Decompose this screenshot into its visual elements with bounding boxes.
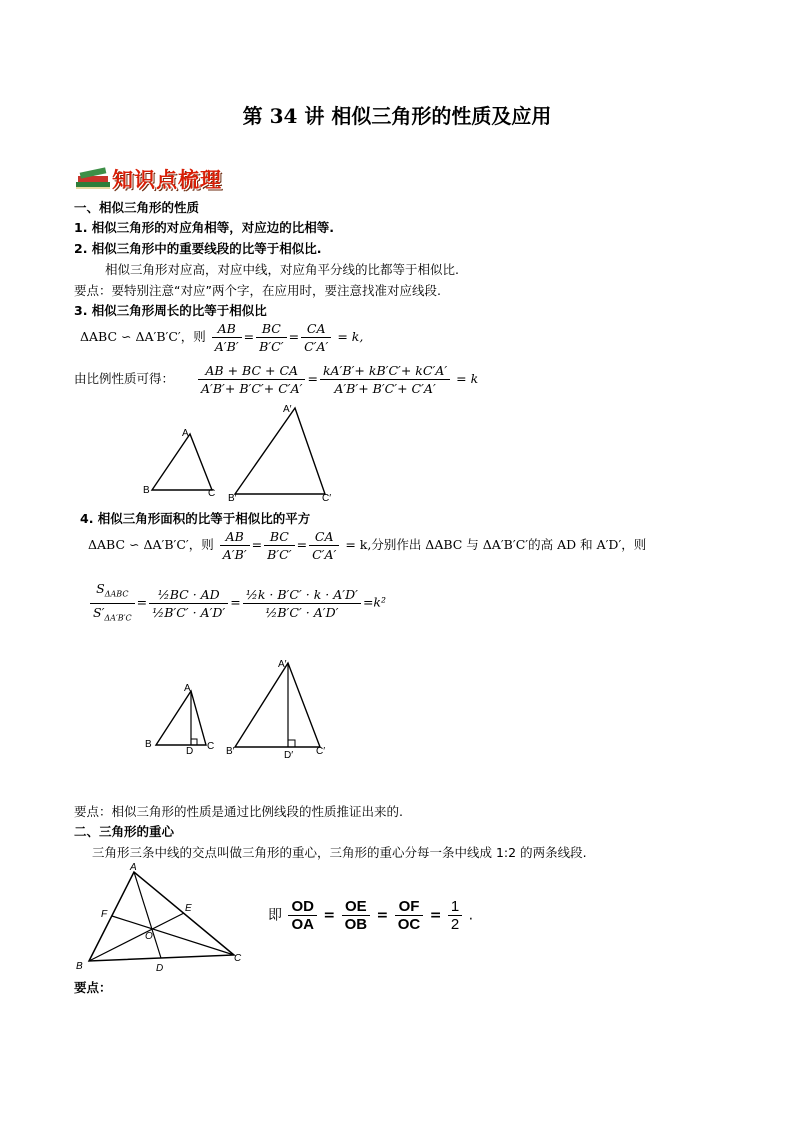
fraction: $\frac{BC}{B'C'}$	[256, 320, 286, 355]
label-O: O	[145, 931, 153, 942]
fraction: $\frac{kA'B'+ kB'C'+ kC'A'}{A'B'+ B'C'+ C'A'}$	[320, 362, 450, 397]
label-C: C	[208, 488, 216, 499]
fraction: $\frac{\text{½k · B′C′ · k · A′D′}}{\text{½B′C′ · A′D′}}$	[243, 586, 361, 621]
fraction: $\frac{OD}{OA}$	[288, 898, 317, 933]
label-B: B	[145, 739, 152, 750]
fraction: $\frac{CA}{C'A'}$	[301, 320, 331, 355]
fraction: $\frac{1}{2}$	[448, 898, 462, 933]
formula-perimeter: 由比例性质可得： $\frac{AB + BC + CA}{A'B'+ B'C'+ C'A'}$ = $\frac{kA'B'+ kB'C'+ kC'A'}{A'B'+ B'C'+ C'A'}$ = k	[74, 363, 479, 396]
label-A1: A′	[278, 659, 287, 670]
fraction: $\frac{AB}{A'B'}$	[212, 320, 242, 355]
page-title: 第 34 讲 相似三角形的性质及应用	[242, 104, 552, 128]
label-A: A	[182, 428, 189, 439]
fraction: $\frac{AB}{A'B'}$	[220, 528, 250, 563]
label-D1: D′	[284, 750, 294, 761]
area-fraction: $\frac{S_{\Delta ABC}}{S'_{\Delta A'B'C}}$	[90, 580, 135, 626]
formula-tail: = k,分别作出 ΔABC 与 ΔA′B′C′的高 AD 和 A′D′，则	[345, 537, 647, 552]
formula-prefix: ΔABC ∽ ΔA′B′C′，则	[88, 537, 214, 552]
label-D: D	[156, 963, 164, 974]
formula-prefix: 由比例性质可得：	[74, 371, 175, 386]
label-D: D	[186, 746, 194, 757]
label-A: A	[130, 862, 137, 873]
formula-tail: = k,	[337, 329, 364, 344]
fraction: $\frac{CA}{C'A'}$	[309, 528, 339, 563]
label-B1: B′	[228, 493, 237, 504]
property-2-detail: 相似三角形对应高，对应中线，对应角平分线的比都等于相似比.	[105, 262, 459, 277]
similar-triangles-figure	[140, 400, 350, 505]
section-heading-2: 二、三角形的重心	[74, 824, 175, 839]
label-E: E	[185, 903, 192, 914]
formula-prefix: ΔABC ∽ ΔA′B′C′，则	[80, 329, 206, 344]
label-C1: C′	[322, 493, 332, 504]
badge-label: 知识点梳理	[112, 168, 222, 192]
label-B: B	[76, 961, 83, 972]
label-A1: A′	[283, 404, 292, 415]
formula-tail: =k²	[362, 594, 386, 610]
label-F: F	[101, 909, 108, 920]
books-icon	[74, 162, 114, 192]
section-heading-1: 一、相似三角形的性质	[74, 200, 200, 215]
note-1: 要点：要特别注意“对应”两个字，在应用时，要注意找准对应线段.	[74, 283, 441, 298]
label-A: A	[184, 683, 191, 694]
fraction: $\frac{\text{½BC · AD}}{\text{½B′C′ · A′D′}}$	[149, 586, 228, 621]
formula-ratio: ΔABC ∽ ΔA′B′C′，则 $\frac{AB}{A'B'}$ = $\frac{BC}{B'C'}$ = $\frac{CA}{C'A'}$ = k,	[80, 321, 364, 354]
fraction: $\frac{BC}{B'C'}$	[264, 528, 294, 563]
property-3: 3. 相似三角形周长的比等于相似比	[74, 303, 267, 318]
equation-prefix: 即	[268, 907, 282, 924]
note-3: 要点：	[74, 980, 112, 995]
label-C1: C′	[316, 746, 326, 757]
centroid-description: 三角形三条中线的交点叫做三角形的重心，三角形的重心分每一条中线成 1:2 的两条线段.	[92, 845, 587, 860]
altitude-triangles-figure	[140, 655, 350, 763]
property-4: 4. 相似三角形面积的比等于相似比的平方	[80, 511, 311, 526]
formula-tail: = k	[456, 371, 479, 386]
label-C: C	[207, 741, 215, 752]
property-1: 1. 相似三角形的对应角相等，对应边的比相等.	[74, 220, 335, 235]
property-2: 2. 相似三角形中的重要线段的比等于相似比.	[74, 241, 322, 256]
label-B: B	[143, 485, 150, 496]
fraction: $\frac{OE}{OB}$	[342, 898, 371, 933]
fraction: $\frac{AB + BC + CA}{A'B'+ B'C'+ C'A'}$	[198, 362, 305, 397]
fraction: $\frac{OF}{OC}$	[395, 898, 424, 933]
note-2: 要点：相似三角形的性质是通过比例线段的性质推证出来的.	[74, 804, 403, 819]
label-B1: B′	[226, 746, 235, 757]
equation-end: .	[468, 907, 474, 924]
centroid-figure	[72, 860, 252, 975]
formula-area: $\frac{S_{\Delta ABC}}{S'_{\Delta A'B'C}}$ = $\frac{\text{½BC · AD}}{\text{½B′C′ · A′D′}}$ = $\frac{\text{½k · B′C′ · k · A′D′}}{\text{½B′C′ · A′D′}}$ =k²	[88, 580, 386, 626]
formula-area-ratio: ΔABC ∽ ΔA′B′C′，则 $\frac{AB}{A'B'}$ = $\frac{BC}{B'C'}$ = $\frac{CA}{C'A'}$ = k,分别作出 ΔABC 与 ΔA′B′C′的高 AD 和 A′D′，则	[88, 529, 647, 562]
centroid-equation: 即 $\frac{OD}{OA}$ = $\frac{OE}{OB}$ = $\frac{OF}{OC}$ = $\frac{1}{2}$ .	[268, 898, 474, 933]
section-badge	[74, 162, 244, 192]
label-C: C	[234, 953, 242, 964]
